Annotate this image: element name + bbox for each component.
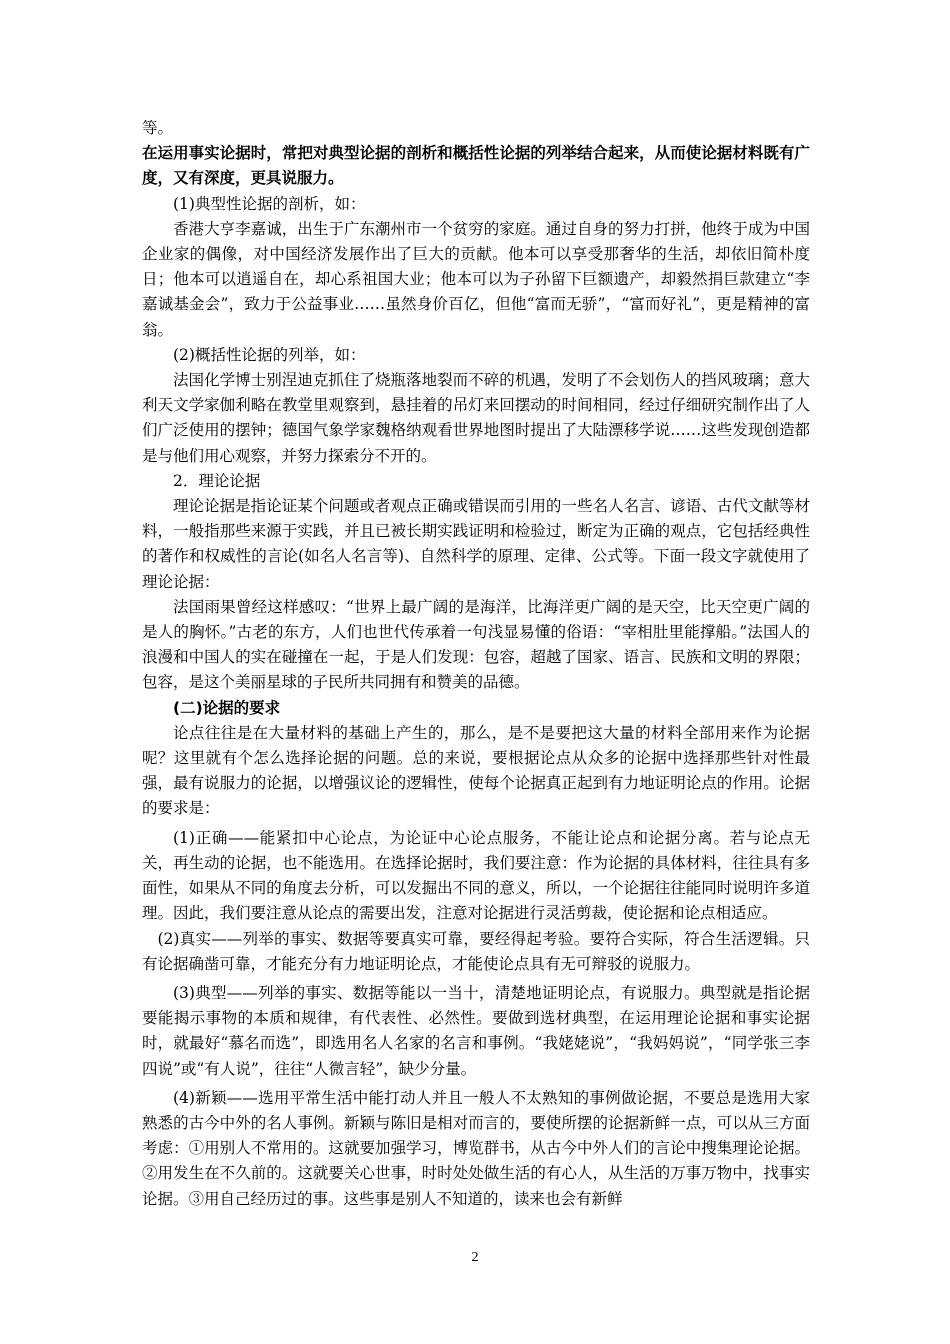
section-heading: 2．理论论据 [173,471,261,490]
requirement-paragraph: (1)正确——能紧扣中心论点，为论证中心论点服务，不能让论点和论据分离。若与论点无关，再生动的论据，也不能选用。在选择论据时，我们要注意：作为论据的具体材料，往往具有多面性，如果从不同的角度去分析，可以发掘出不同的意义，所以，一个论据往往能同时说明许多道理。因此，我们要注意从论点的需要出发，注意对论据进行灵活剪裁，使论据和论点相适应。 [142,828,810,923]
example-paragraph: 法国雨果曾经这样感叹：“世界上最广阔的是海洋，比海洋更广阔的是天空，比天空更广阔的是人的胸怀。”古老的东方，人们也世代传承着一句浅显易懂的俗语：“宰相肚里能撑船。”法国人的浪漫和中国人的实在碰撞在一起，于是人们发现：包容，超越了国家、语言、民族和文明的界限；包容，是这个美丽星球的子民所共同拥有和赞美的品德。 [142,597,810,692]
requirement-paragraph: (4)新颖——选用平常生活中能打动人并且一般人不太熟知的事例做论据，不要总是选用大家熟悉的古今中外的名人事例。新颖与陈旧是相对而言的，要使所摆的论据新鲜一点，可以从三方面考虑：①用别人不常用的。这就要加强学习，博览群书，从古今中外人们的言论中搜集理论论据。②用发生在不久前的。这就要关心世事，时时处处做生活的有心人，从生活的万事万物中，找事实论据。③用自己经历过的事。这些事是别人不知道的，读来也会有新鲜 [142,1088,810,1208]
paragraph: 等。 [142,119,174,137]
paragraph: 理论论据是指论证某个问题或者观点正确或错误而引用的一些名人名言、谚语、古代文献等材料，一般指那些来源于实践，并且已被长期实践证明和检验过，断定为正确的观点，它包括经典性的著作和权威性的言论(如名人名言等)、自然科学的原理、定律、公式等。下面一段文字就使用了理论论据： [142,497,810,591]
section-heading: (二)论据的要求 [173,698,281,717]
paragraph: 论点往往是在大量材料的基础上产生的，那么，是不是要把这大量的材料全部用来作为论据呢？这里就有个怎么选择论据的问题。总的来说，要根据论点从众多的论据中选择那些针对性最强，最有说服力的论据，以增强议论的逻辑性，使每个论据真正起到有力地证明论点的作用。论据的要求是： [142,723,810,818]
example-paragraph: 法国化学博士别涅迪克抓住了烧瓶落地裂而不碎的机遇，发明了不会划伤人的挡风玻璃；意大利天文学家伽利略在教堂里观察到，悬挂着的吊灯来回摆动的时间相同，经过仔细研究制作出了人们广泛使用的摆钟；德国气象学家魏格纳观看世界地图时提出了大陆漂移学说……这些发现创造都是与他们用心观察，并努力探索分不开的。 [142,371,810,465]
example-paragraph: 香港大亨李嘉诚，出生于广东潮州市一个贫穷的家庭。通过自身的努力打拼，他终于成为中国企业家的偶像，对中国经济发展作出了巨大的贡献。他本可以享受那奢华的生活，却依旧简朴度日；他本可以逍遥自在，却心系祖国大业；他本可以为子孙留下巨额遗产，却毅然捐巨款建立“李嘉诚基金会”，致力于公益事业……虽然身价百亿，但他“富而无骄”，“富而好礼”，更是精神的富翁。 [142,219,810,339]
paragraph: (1)典型性论据的剖析，如： [173,194,366,213]
requirement-paragraph: (2)真实——列举的事实、数据等要真实可靠，要经得起考验。要符合实际，符合生活逻辑。只有论据确凿可靠，才能充分有力地证明论点，才能使论点具有无可辩驳的说服力。 [142,929,810,973]
paragraph: (2)概括性论据的列举，如： [173,345,366,364]
requirement-paragraph: (3)典型——列举的事实、数据等能以一当十，清楚地证明论点，有说服力。典型就是指论据要能揭示事物的本质和规律，有代表性、必然性。要做到选材典型，在运用理论论据和事实论据时，就最好“慕名而选”，即选用名人名家的名言和事例。“我姥姥说”，“我妈妈说”，“同学张三李四说”或“有人说”，往往“人微言轻”，缺少分量。 [142,983,810,1078]
document-body [142,116,810,1212]
bold-heading-paragraph: 在运用事实论据时，常把对典型论据的剖析和概括性论据的列举结合起来，从而使论据材料既有广度，又有深度，更具说服力。 [142,144,810,188]
page-number: 2 [471,1250,479,1265]
